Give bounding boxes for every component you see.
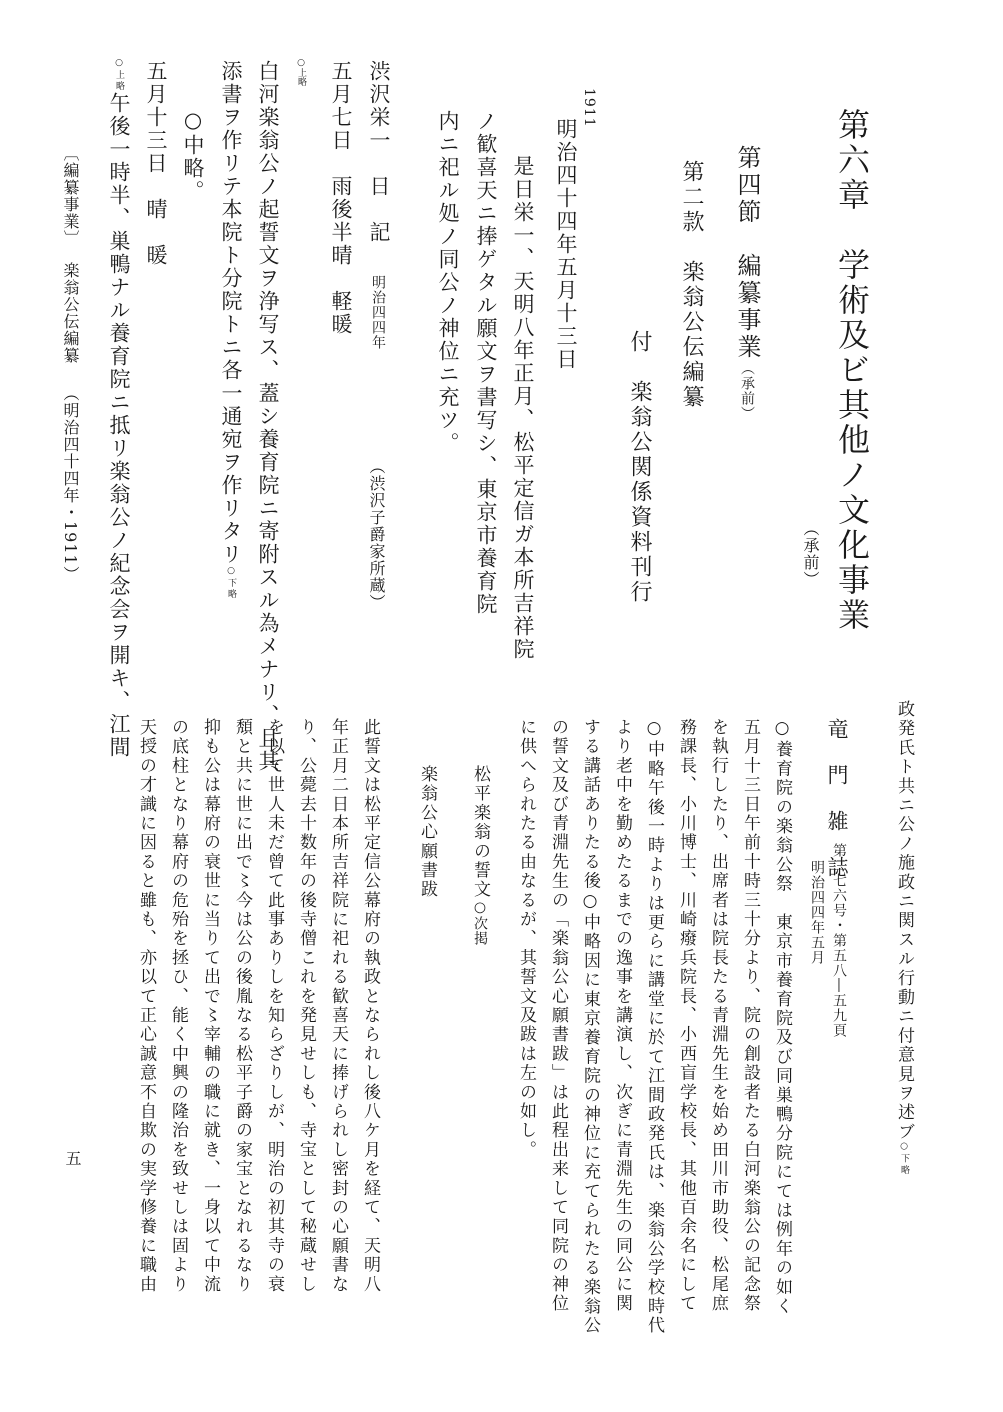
body-line-7: する講話ありたる後○中略因に東京養育院の神位に充てられたる楽翁公 — [580, 718, 600, 1336]
date-line: 明治四十四年五月十三日 — [554, 118, 578, 371]
continuation-line: 政発氏ト共ニ公ノ施政ニ関スル行動ニ付意見ヲ述ブ○下略 — [894, 700, 914, 1177]
section-title: 第四節 編纂事業（承前） — [733, 145, 761, 421]
body-line-6: より老中を勤めたるまでの逸事を講演し、次ぎに青淵先生の同公に関 — [612, 718, 632, 1314]
summary-line-1: 是日栄一、天明八年正月、松平定信ガ本所吉祥院 — [511, 155, 535, 661]
diary-entry-1-body-2: 添書ヲ作リテ本院ト分院トニ各一通宛ヲ作リタリ○下略 — [219, 60, 243, 600]
running-head-year: （明治四十四年・1911） — [61, 385, 80, 583]
journal-date: 明治四四年五月 — [809, 860, 825, 965]
postscript-line-4: を以て世人未だ曾て此事ありしを知らざりしが、明治の初其寺の衰 — [264, 718, 284, 1294]
running-head-year-wrap — [62, 385, 78, 583]
body-line-3: を執行したり、出席者は院長たる青淵先生を始め田川市助役、松尾庶 — [708, 718, 728, 1314]
body-line-9: に供へられたる由なるが、其誓文及跋は左の如し。 — [516, 718, 536, 1160]
postscript-line-3: り、公薨去十数年の後寺僧これを発見せしも、寺宝として秘蔵せし — [296, 718, 316, 1294]
journal-title: 竜 門 雑 誌 — [825, 718, 849, 879]
omit-above-mark-1: ○上略 — [296, 58, 306, 86]
body-line-5: ○中略午後一時よりは更らに講堂に於て江間政発氏は、楽翁公学校時代 — [644, 718, 664, 1336]
running-head-category: 〔編纂事業〕 — [61, 145, 80, 247]
diary-year: 明治四四年 — [370, 275, 386, 350]
postscript-line-7: の底柱となり幕府の危殆を拯ひ、能く中興の隆治を致せしは固より — [168, 718, 188, 1294]
page-number: 五 — [63, 1150, 82, 1167]
year-label: 1911 — [581, 88, 597, 128]
body-line-4: 務課長、小川博士、川崎癈兵院長、小西盲学校長、其他百余名にして — [676, 718, 696, 1314]
appendix-title: 付 楽翁公関係資料刊行 — [627, 330, 652, 605]
body-line-2: 五月十三日午前十時三十分より、院の創設者たる白河楽翁公の記念祭 — [740, 718, 760, 1314]
continuation-omit: ○下略 — [899, 1141, 909, 1177]
running-head-title-wrap — [62, 262, 78, 364]
diary-entry-1-body-1: 白河楽翁公ノ起誓文ヲ浄写ス、蓋シ養育院ニ寄附スル為メナリ、且其 — [256, 60, 280, 773]
postscript-line-8: 天授の才識に因ると雖も、亦以て正心誠意不自欺の実学修養に職由 — [136, 718, 156, 1294]
diary-title: 渋沢栄一 日 記 — [367, 60, 391, 244]
oath-title: 松平楽翁の誓文○次掲 — [470, 765, 490, 947]
journal-issue: 第二七六号・第五八―五九頁 — [831, 843, 847, 1038]
diary-entry-2-date: 五月十三日 晴 暖 — [144, 60, 168, 267]
article-title: 第二款 楽翁公伝編纂 — [679, 160, 704, 410]
postscript-line-6: 抑も公は幕府の衰世に当りて出で〻宰輔の職に就き、一身以て中流 — [200, 718, 220, 1294]
chapter-continued: （承前） — [801, 520, 820, 588]
summary-line-2: ノ歓喜天ニ捧ゲタル願文ヲ書写シ、東京市養育院 — [474, 110, 498, 616]
diary-entry-2-body: ○上略午後一時半、巣鴨ナル養育院ニ抵リ楽翁公ノ紀念会ヲ開キ、江間 — [107, 58, 131, 759]
omit-above-mark-2: ○上略 — [114, 58, 124, 92]
postscript-line-5: 頽と共に世に出で〻今は公の後胤なる松平子爵の家宝となれるなり — [232, 718, 252, 1294]
postscript-title: 楽翁公心願書跋 — [417, 765, 437, 900]
omit-below-mark-1: ○下略 — [226, 566, 236, 600]
postscript-line-1: 此誓文は松平定信公幕府の執政となられし後八ケ月を経て、天明八 — [360, 718, 380, 1294]
running-head — [62, 145, 78, 247]
chapter-title: 第六章 学術及ビ其他ノ文化事業 — [833, 108, 871, 633]
summary-line-3: 内ニ祀ル処ノ同公ノ神位ニ充ツ。 — [436, 110, 460, 455]
postscript-line-2: 年正月二日本所吉祥院に祀れる歓喜天に捧げられし密封の心願書な — [328, 718, 348, 1294]
body-line-1: ○養育院の楽翁公祭 東京市養育院及び同巣鴨分院にては例年の如く — [772, 718, 792, 1317]
omit-mid-mark-1: ○中略。 — [181, 108, 205, 203]
diary-entry-1-date: 五月七日 雨後半晴 軽暖 — [329, 60, 353, 336]
running-head-title: 楽翁公伝編纂 — [61, 262, 80, 364]
diary-source: （渋沢子爵家所蔵） — [367, 458, 386, 611]
body-line-8: の誓文及び青淵先生の「楽翁公心願書跋」は此程出来して同院の神位 — [548, 718, 568, 1314]
oath-note: ○次掲 — [472, 899, 488, 947]
